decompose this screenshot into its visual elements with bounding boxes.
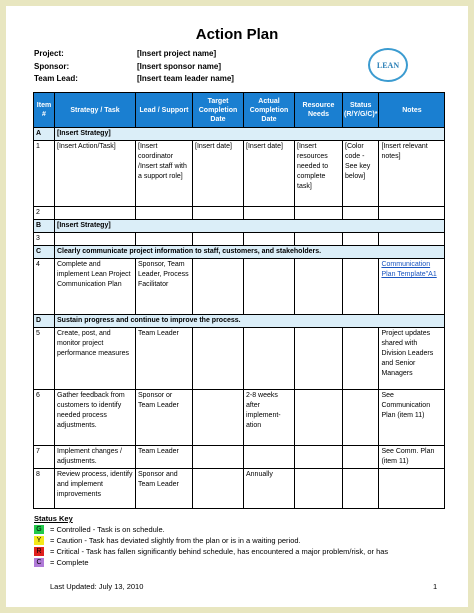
table-cell: [Insert resources needed to complete task] <box>295 141 343 207</box>
strategy-id: C <box>34 246 55 259</box>
table-cell: Sponsor or Team Leader <box>136 390 193 446</box>
table-cell: [Insert date] <box>244 141 295 207</box>
action-plan-table <box>33 92 445 509</box>
strategy-text: Clearly communicate project information to staff, customers, and stakeholders. <box>55 246 445 259</box>
lean-logo: LEAN <box>368 48 408 82</box>
status-description: = Complete <box>50 558 89 567</box>
team-lead-label: Team Lead: <box>34 74 78 83</box>
project-value: [Insert project name] <box>137 49 217 58</box>
table-cell: Team Leader <box>136 328 193 390</box>
table-cell: [Insert relevant notes] <box>379 141 445 207</box>
table-cell <box>295 446 343 469</box>
sponsor-value: [Insert sponsor name] <box>137 61 222 71</box>
table-cell: Sponsor and Team Leader <box>136 469 193 509</box>
table-row <box>34 469 445 509</box>
table-cell <box>295 390 343 446</box>
table-cell <box>244 207 295 220</box>
column-header: Resource Needs <box>295 93 343 128</box>
column-header: Status (R/Y/G/C)* <box>343 93 379 128</box>
table-cell: Review process, identify and implement improvements <box>55 469 136 509</box>
table-cell <box>343 328 379 390</box>
project-meta <box>34 48 234 86</box>
table-cell: Complete and implement Lean Project Communication Plan <box>55 259 136 315</box>
table-cell: 6 <box>34 390 55 446</box>
strategy-row <box>34 128 445 141</box>
status-key <box>34 513 388 568</box>
status-key-item <box>34 535 388 546</box>
table-cell: 8 <box>34 469 55 509</box>
status-key-item <box>34 557 388 568</box>
table-cell <box>193 390 244 446</box>
strategy-id: A <box>34 128 55 141</box>
table-cell: Implement changes / adjustments. <box>55 446 136 469</box>
table-cell: [Insert coordinator /Insert staff with a support role] <box>136 141 193 207</box>
table-cell <box>295 328 343 390</box>
table-header-row <box>34 93 445 128</box>
column-header: Strategy / Task <box>55 93 136 128</box>
table-cell <box>343 390 379 446</box>
page-number: 1 <box>433 582 438 591</box>
table-cell: 2-8 weeks after implement-ation <box>244 390 295 446</box>
status-color-swatch: Y <box>34 536 44 545</box>
table-cell: Project updates shared with Division Leaders and Senior Managers <box>379 328 445 390</box>
table-cell <box>295 207 343 220</box>
strategy-text: [Insert Strategy] <box>55 220 445 233</box>
status-description: = Critical - Task has fallen significantly behind schedule, has encountered a major problem/risk, or has <box>50 547 389 556</box>
table-cell <box>244 328 295 390</box>
table-cell <box>55 207 136 220</box>
status-key-item <box>34 524 388 535</box>
table-cell: Gather feedback from customers to identify needed process adjustments. <box>55 390 136 446</box>
table-cell: 3 <box>34 233 55 246</box>
table-row <box>34 207 445 220</box>
table-cell <box>295 469 343 509</box>
team-lead-value: [Insert team leader name] <box>137 74 234 83</box>
page-title: Action Plan <box>195 26 279 43</box>
table-row <box>34 446 445 469</box>
table-cell <box>193 446 244 469</box>
table-cell <box>379 207 445 220</box>
strategy-id: B <box>34 220 55 233</box>
table-cell <box>136 207 193 220</box>
table-row <box>34 259 445 315</box>
sponsor-label: Sponsor: <box>34 61 70 71</box>
table-cell: See Communication Plan (item 11) <box>379 390 445 446</box>
table-cell: [Insert Action/Task] <box>55 141 136 207</box>
status-key-item <box>34 546 388 557</box>
table-row <box>34 141 445 207</box>
column-header: Notes <box>379 93 445 128</box>
communication-plan-link[interactable]: Communication Plan Template"A1 <box>381 261 437 278</box>
table-cell: Sponsor, Team Leader, Process Facilitator <box>136 259 193 315</box>
status-color-swatch: R <box>34 547 44 556</box>
status-color-swatch: G <box>34 525 44 534</box>
table-cell <box>55 233 136 246</box>
table-row <box>34 390 445 446</box>
table-cell <box>379 469 445 509</box>
table-cell: Annually <box>244 469 295 509</box>
column-header: Lead / Support <box>136 93 193 128</box>
strategy-row <box>34 246 445 259</box>
table-cell <box>244 233 295 246</box>
status-key-heading: Status Key <box>34 514 73 523</box>
table-cell: [Insert date] <box>193 141 244 207</box>
table-cell <box>379 259 445 315</box>
table-cell <box>244 259 295 315</box>
table-row <box>34 328 445 390</box>
table-cell <box>343 446 379 469</box>
column-header: Item # <box>34 93 55 128</box>
project-label: Project: <box>34 49 64 58</box>
table-cell <box>343 207 379 220</box>
table-cell: 4 <box>34 259 55 315</box>
table-cell <box>193 259 244 315</box>
table-cell <box>136 233 193 246</box>
status-description: = Controlled - Task is on schedule. <box>50 525 165 534</box>
table-cell: See Comm. Plan (item 11) <box>379 446 445 469</box>
table-cell <box>343 233 379 246</box>
strategy-text: [Insert Strategy] <box>55 128 445 141</box>
table-cell: 2 <box>34 207 55 220</box>
table-cell <box>379 233 445 246</box>
status-description: = Caution - Task has deviated slightly from the plan or is in a waiting period. <box>50 536 301 545</box>
table-cell: Create, post, and monitor project performance measures <box>55 328 136 390</box>
column-header: Actual Completion Date <box>244 93 295 128</box>
column-header: Target Completion Date <box>193 93 244 128</box>
strategy-row <box>34 315 445 328</box>
table-cell <box>193 469 244 509</box>
table-cell <box>193 328 244 390</box>
table-cell <box>295 259 343 315</box>
strategy-id: D <box>34 315 55 328</box>
strategy-row <box>34 220 445 233</box>
table-cell: Team Leader <box>136 446 193 469</box>
table-cell <box>193 207 244 220</box>
table-cell: 7 <box>34 446 55 469</box>
table-cell: [Color code - See key below] <box>343 141 379 207</box>
status-color-swatch: C <box>34 558 44 567</box>
table-cell: 1 <box>34 141 55 207</box>
table-cell <box>193 233 244 246</box>
table-cell <box>295 233 343 246</box>
table-row <box>34 233 445 246</box>
table-cell <box>343 469 379 509</box>
table-cell <box>343 259 379 315</box>
table-cell: 5 <box>34 328 55 390</box>
table-cell <box>244 446 295 469</box>
last-updated: Last Updated: July 13, 2010 <box>50 582 144 591</box>
strategy-text: Sustain progress and continue to improve the process. <box>55 315 445 328</box>
